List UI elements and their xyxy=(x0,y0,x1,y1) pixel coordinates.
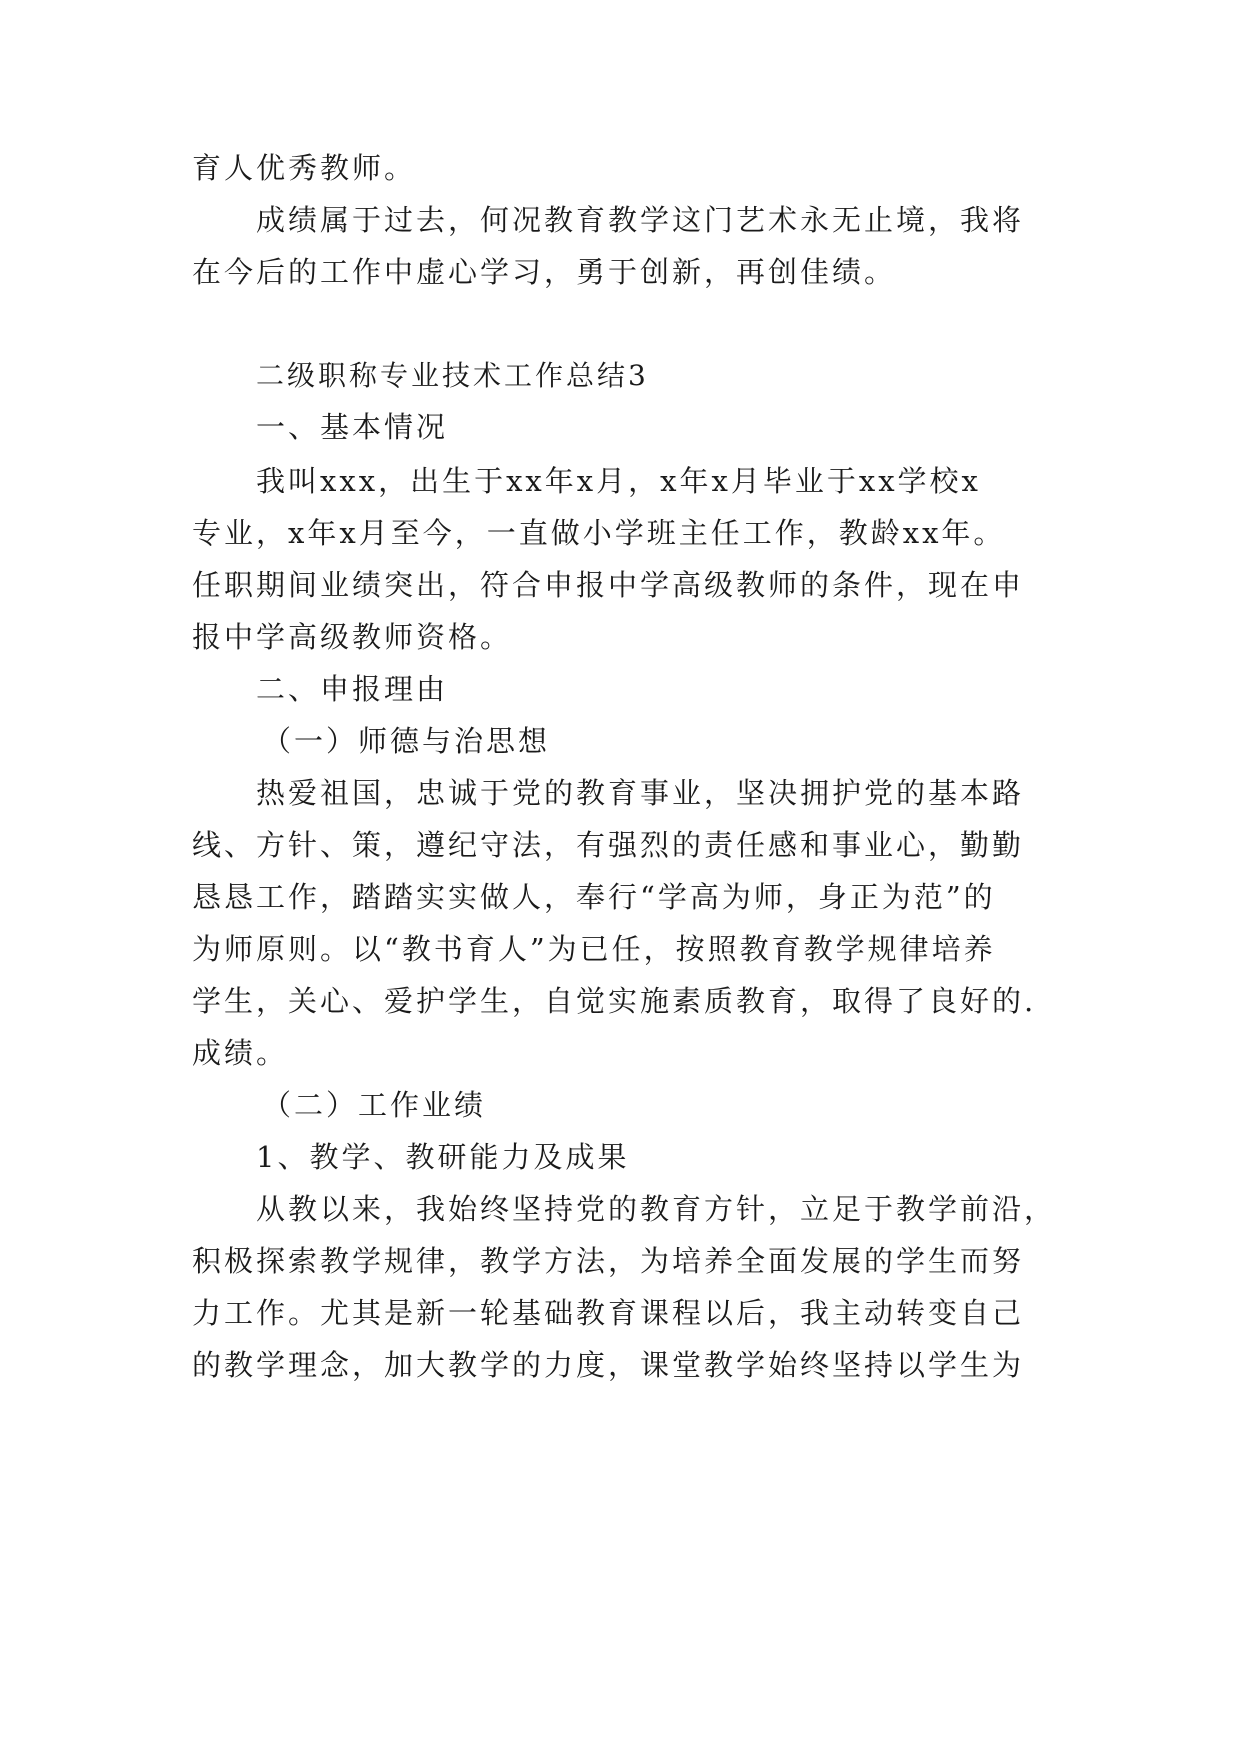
text-line: 成绩。 xyxy=(192,1036,289,1070)
text-line: 报中学高级教师资格。 xyxy=(192,620,513,654)
text-line: 在今后的工作中虚心学习，勇于创新，再创佳绩。 xyxy=(192,255,897,289)
text-line: 专业，x年x月至今，一直做小学班主任工作，教龄xx年。 xyxy=(192,516,1006,550)
text-line: 热爱祖国，忠诚于党的教育事业，坚决拥护党的基本路 xyxy=(256,776,1025,810)
text-line: 积极探索教学规律，教学方法，为培养全面发展的学生而努 xyxy=(192,1244,1025,1278)
text-line: 育人优秀教师。 xyxy=(192,151,417,185)
subheading: 1、教学、教研能力及成果 xyxy=(256,1140,630,1174)
text-line: 成绩属于过去，何况教育教学这门艺术永无止境，我将 xyxy=(256,203,1025,237)
subheading: （二）工作业绩 xyxy=(262,1088,487,1122)
text-line: 任职期间业绩突出，符合申报中学高级教师的条件，现在申 xyxy=(192,568,1025,602)
text-line: 我叫xxx，出生于xx年x月，x年x月毕业于xx学校x xyxy=(256,464,981,498)
heading: 二、申报理由 xyxy=(256,672,449,706)
section-title: 二级职称专业技术工作总结3 xyxy=(256,359,649,392)
text-line: 的教学理念，加大教学的力度，课堂教学始终坚持以学生为 xyxy=(192,1348,1025,1382)
text-line: 恳恳工作，踏踏实实做人，奉行“学高为师，身正为范”的 xyxy=(192,880,996,914)
text-line: 线、方针、策，遵纪守法，有强烈的责任感和事业心，勤勤 xyxy=(192,828,1025,862)
text-line: 为师原则。以“教书育人”为已任，按照教育教学规律培养 xyxy=(192,932,996,966)
text-line: 力工作。尤其是新一轮基础教育课程以后，我主动转变自己 xyxy=(192,1296,1025,1330)
heading: 一、基本情况 xyxy=(256,410,449,444)
text-line: 学生，关心、爱护学生，自觉实施素质教育，取得了良好的. xyxy=(192,984,1037,1018)
subheading: （一）师德与治思想 xyxy=(262,724,551,758)
text-line: 从教以来，我始终坚持党的教育方针，立足于教学前沿， xyxy=(256,1192,1057,1226)
